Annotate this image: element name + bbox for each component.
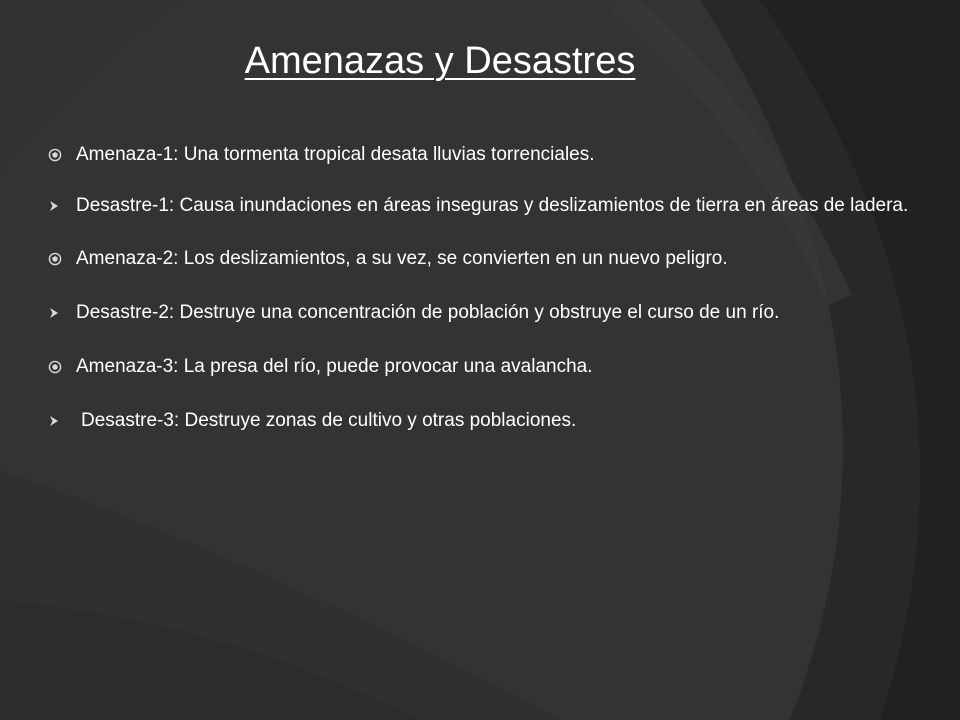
- list-item-amenaza-1: [48, 138, 938, 172]
- item-text: Desastre-3: Destruye zonas de cultivo y otras poblaciones.: [81, 410, 577, 431]
- list-item-amenaza-2: [48, 242, 938, 276]
- target-bullet-icon: [48, 138, 76, 172]
- target-bullet-icon: [48, 242, 76, 276]
- list-item-amenaza-3: [48, 350, 938, 384]
- target-bullet-icon: [48, 350, 76, 384]
- item-text: Amenaza-3: La presa del río, puede provocar una avalancha.: [76, 356, 593, 377]
- item-text: Desastre-2: Destruye una concentración de población y obstruye el curso de un río.: [76, 302, 780, 323]
- list-item-desastre-1: [48, 186, 938, 226]
- arrow-bullet-icon: [48, 404, 76, 438]
- item-text: Amenaza-2: Los deslizamientos, a su vez, se convierten en un nuevo peligro.: [76, 248, 728, 269]
- item-text: Amenaza-1: Una tormenta tropical desata lluvias torrenciales.: [76, 144, 595, 165]
- arrow-bullet-icon: [48, 186, 76, 226]
- list-item-desastre-3: [48, 404, 938, 438]
- list-item-desastre-2: [48, 296, 938, 330]
- bullet-list: [48, 138, 938, 458]
- arrow-bullet-icon: [48, 296, 76, 330]
- item-text: Desastre-1: Causa inundaciones en áreas inseguras y deslizamientos de tierra en áreas de ladera.: [76, 195, 909, 216]
- slide-title: Amenazas y Desastres: [244, 40, 636, 82]
